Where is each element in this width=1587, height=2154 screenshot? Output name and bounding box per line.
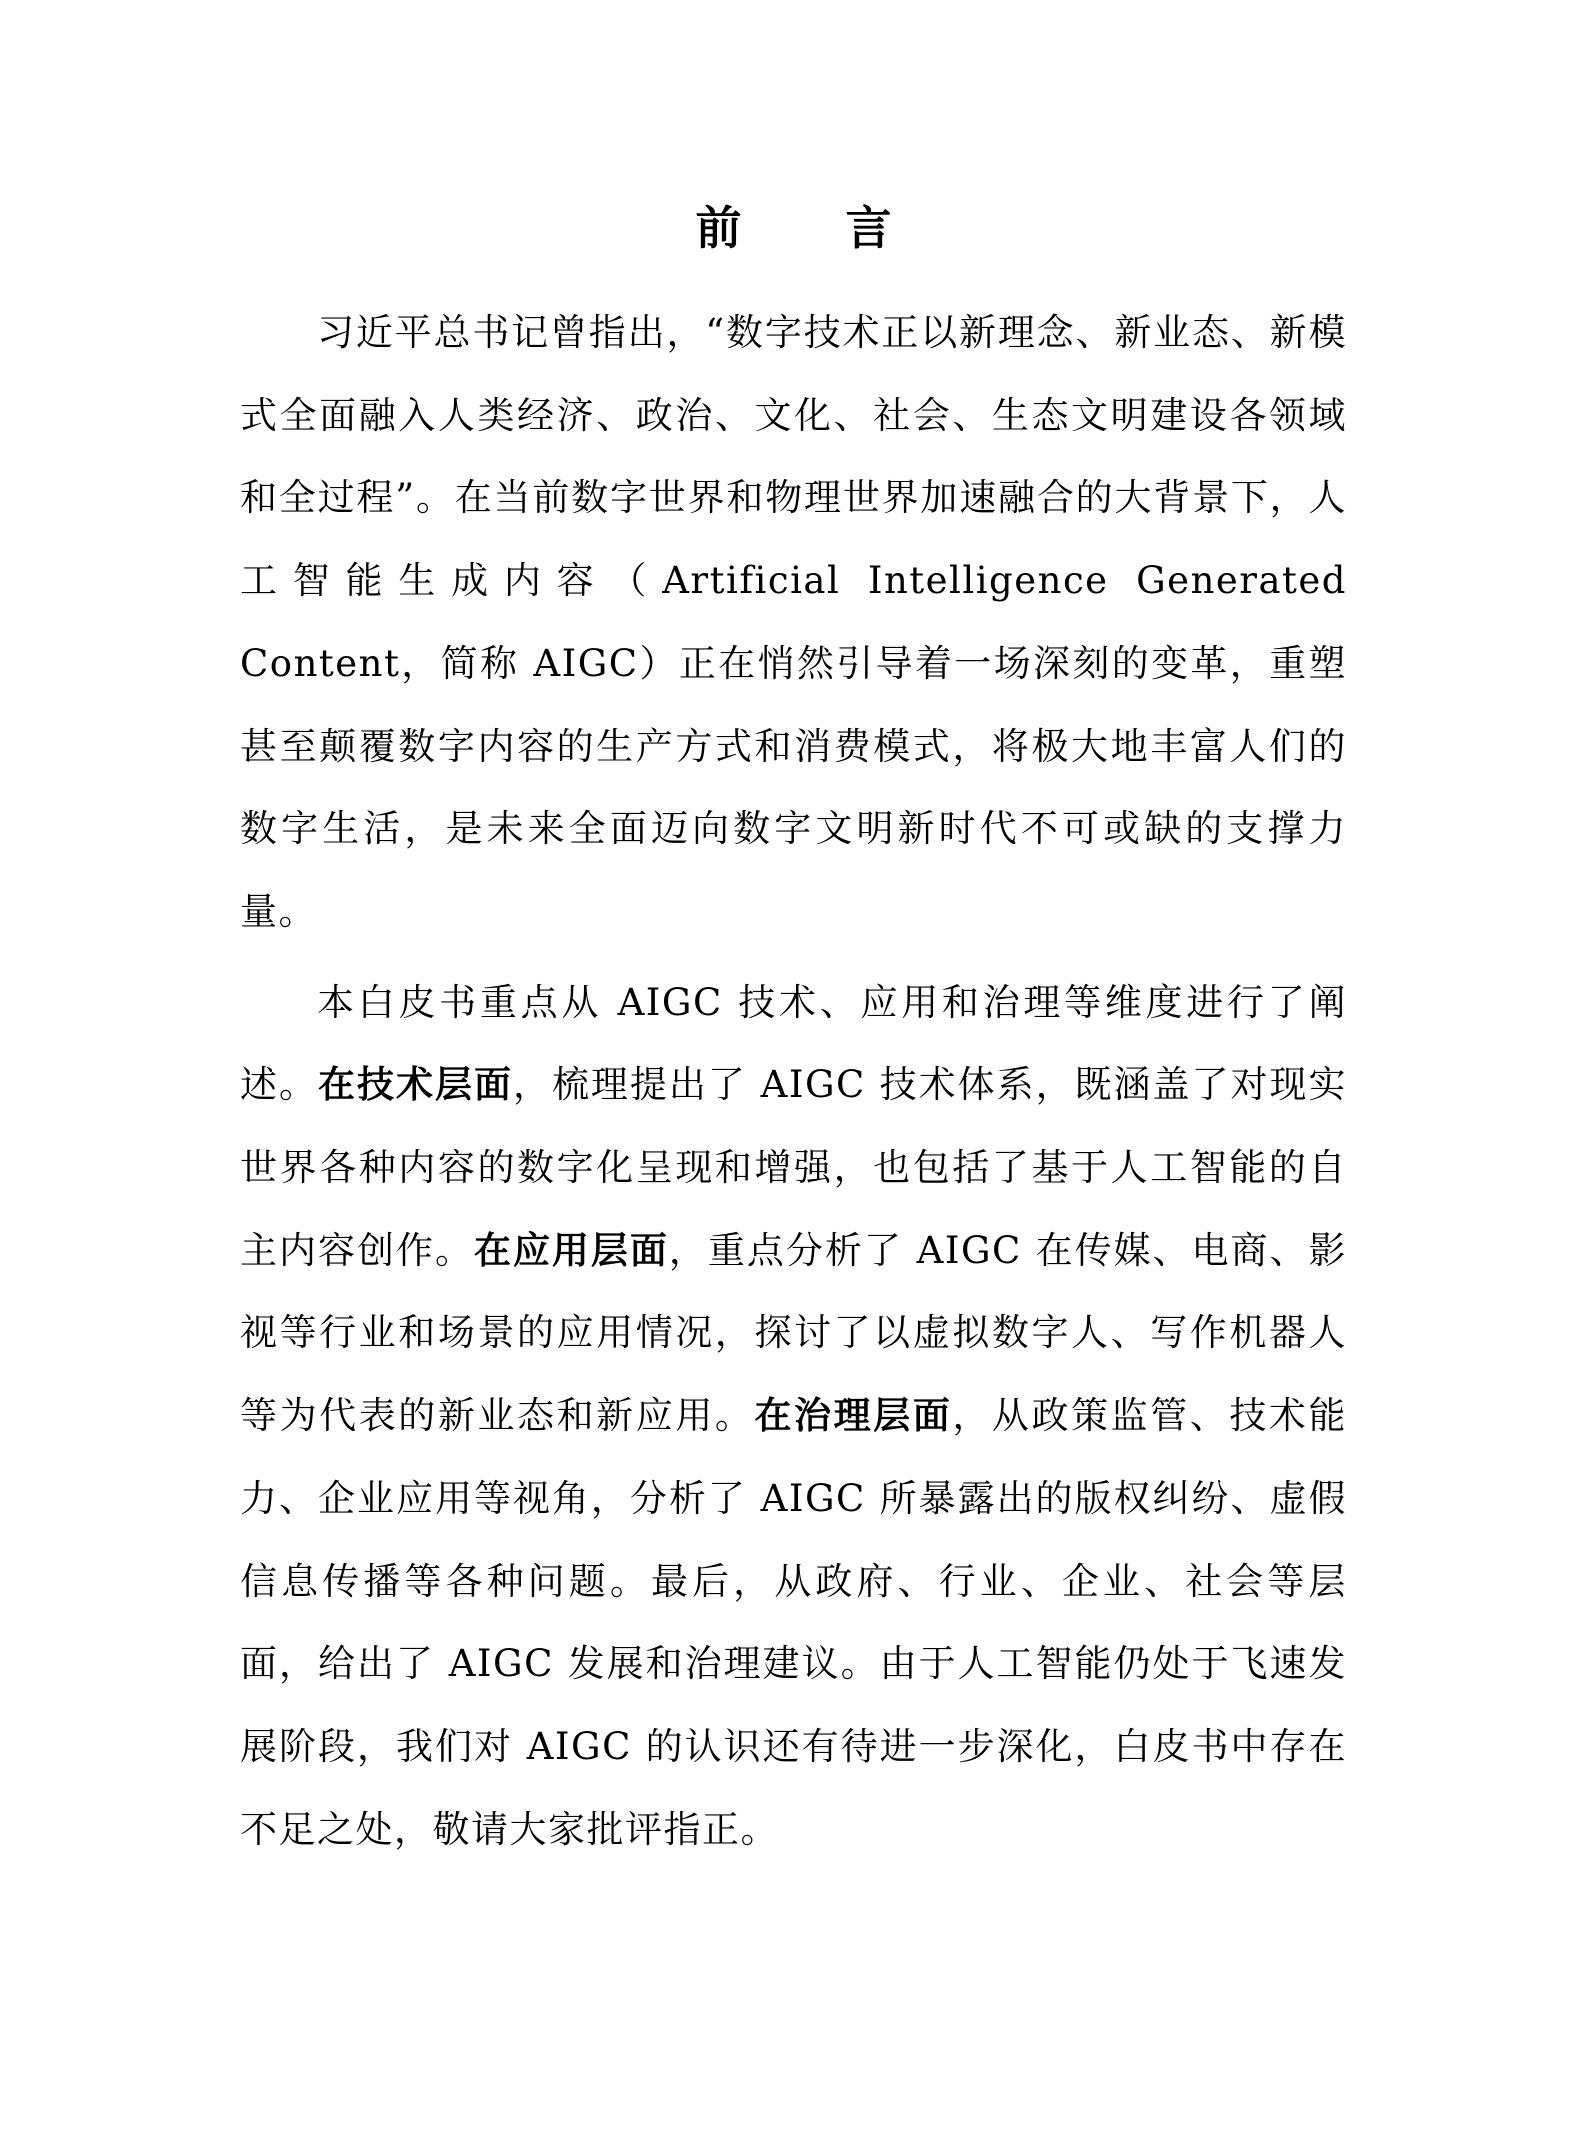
page-title: 前 言 (695, 201, 936, 255)
text-segment: 习近平总书记曾指出，“数字技术正以新理念、新业态、新模式全面融入人类经济、政治、文化、社会、生态文明建设各领域和全过程”。在当前数字世界和物理世界加速融合的大背景下，人工智能生成内容（Artificial Intelligence Generated Content，简称 AIGC）正在悄然引导着一场深刻的变革，重塑甚至颠覆数字内容的生产方式和消费模式，将极大地丰富人们的数字生活，是未来全面迈向数字文明新时代不可或缺的支撑力量。 (240, 311, 1347, 933)
text-segment: 本白皮书重点从 AIGC 技术、应用和治理等维度进行了阐述。 (240, 980, 1347, 1107)
paragraph (240, 962, 1347, 1872)
text-segment: ，梳理提出了 AIGC 技术体系，既涵盖了对现实世界各种内容的数字化呈现和增强，也包括了基于人工智能的自主内容创作。 (240, 1063, 1348, 1272)
paragraph (240, 292, 1347, 954)
bold-heading-application: 在应用层面 (473, 1228, 669, 1272)
bold-heading-governance: 在治理层面 (754, 1394, 953, 1438)
body-text (240, 292, 1347, 1879)
bold-heading-technology: 在技术层面 (317, 1063, 513, 1107)
text-segment: ，从政策监管、技术能力、企业应用等视角，分析了 AIGC 所暴露出的版权纠纷、虚假信息传播等各种问题。最后，从政府、行业、企业、社会等层面，给出了 AIGC 发展和治理建议。由于人工智能仍处于飞速发展阶段，我们对 AIGC 的认识还有待进一步深化，白皮书中存在不足之处，敬请大家批评指正。 (240, 1394, 1348, 1851)
text-segment: ，重点分析了 AIGC 在传媒、电商、影视等行业和场景的应用情况，探讨了以虚拟数字人、写作机器人等为代表的新业态和新应用。 (240, 1228, 1348, 1438)
